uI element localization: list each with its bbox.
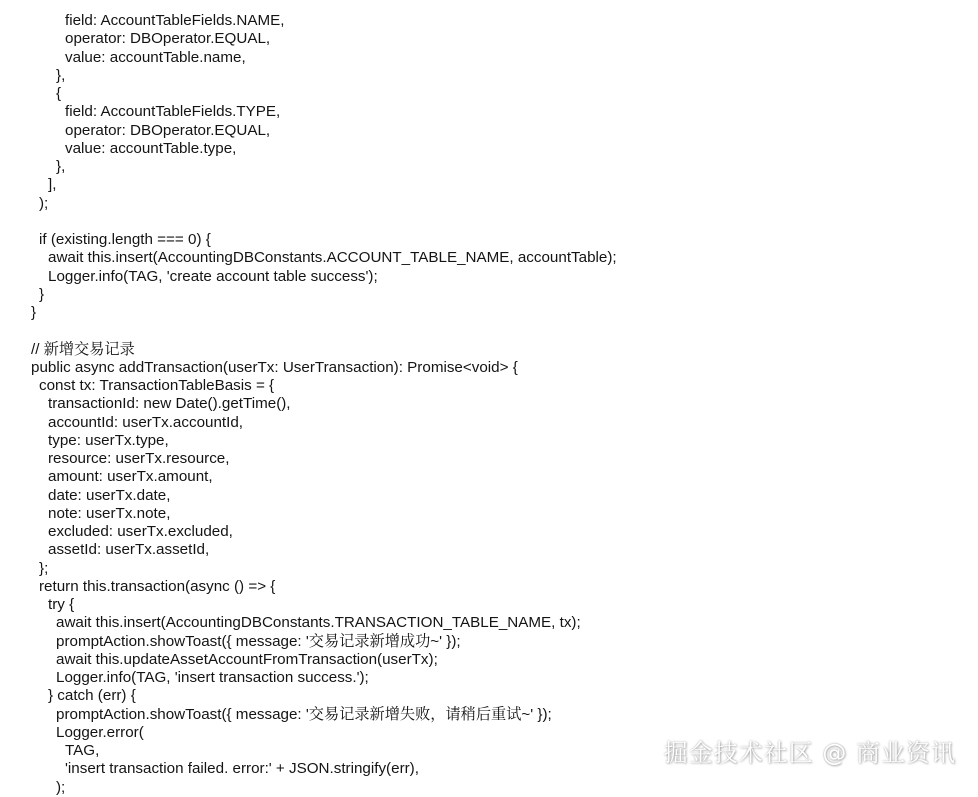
code-line: }, (56, 66, 66, 84)
code-line: TAG, (65, 742, 100, 759)
code-line: accountId: userTx.accountId, (48, 413, 244, 431)
code-line: value: accountTable.type, (65, 139, 237, 157)
code-line: if (existing.length === 0) { (39, 231, 211, 248)
code-line: { (56, 85, 62, 102)
code-line: promptAction.showToast({ message: '交易记录新增成功~' }); (56, 632, 461, 650)
code-line: public async addTransaction(userTx: UserTransaction): Promise<void> { (31, 358, 518, 376)
watermark: 掘金技术社区 @ 商业资讯 (663, 739, 956, 767)
code-line: field: AccountTableFields.TYPE, (65, 103, 281, 121)
code-line: Logger.error( (56, 723, 144, 741)
code-line: } catch (err) { (48, 687, 136, 705)
code-line: }, (56, 158, 66, 175)
code-line: await this.insert(AccountingDBConstants.ACCOUNT_TABLE_NAME, accountTable); (48, 249, 617, 267)
code-line: operator: DBOperator.EQUAL, (65, 121, 271, 139)
code-line: operator: DBOperator.EQUAL, (65, 30, 271, 48)
code-line: ], (48, 176, 57, 194)
code-line (0, 322, 617, 340)
code-line: 'insert transaction failed. error:' + JSON.stringify(err), (65, 760, 419, 778)
code-line: } (39, 285, 45, 303)
code-line: // 新增交易记录 (31, 340, 135, 358)
code-line: const tx: TransactionTableBasis = { (39, 377, 275, 394)
code-line: assetId: userTx.assetId, (48, 541, 210, 559)
code-line: resource: userTx.resource, (48, 450, 230, 467)
code-line: date: userTx.date, (48, 486, 171, 504)
code-line: transactionId: new Date().getTime(), (48, 395, 291, 413)
code-line: excluded: userTx.excluded, (48, 523, 233, 540)
code-line: value: accountTable.name, (65, 48, 246, 66)
code-line: Logger.info(TAG, 'insert transaction success.'); (56, 669, 369, 686)
code-line: Logger.info(TAG, 'create account table success'); (48, 267, 378, 285)
code-line: } (31, 304, 37, 321)
code-line: ); (56, 778, 66, 796)
code-line: promptAction.showToast({ message: '交易记录新增失败，请稍后重试~' }); (56, 705, 552, 723)
code-line: }; (39, 559, 49, 577)
code-line: note: userTx.note, (48, 504, 171, 522)
code-line: ); (39, 194, 49, 212)
code-listing (0, 12, 617, 797)
code-line: field: AccountTableFields.NAME, (65, 12, 285, 29)
code-line: type: userTx.type, (48, 431, 169, 449)
code-line: try { (48, 596, 75, 613)
code-line (0, 213, 617, 231)
code-line: amount: userTx.amount, (48, 468, 213, 486)
code-line: await this.updateAssetAccountFromTransaction(userTx); (56, 650, 438, 668)
code-line: return this.transaction(async () => { (39, 577, 276, 595)
code-line: await this.insert(AccountingDBConstants.TRANSACTION_TABLE_NAME, tx); (56, 614, 581, 632)
